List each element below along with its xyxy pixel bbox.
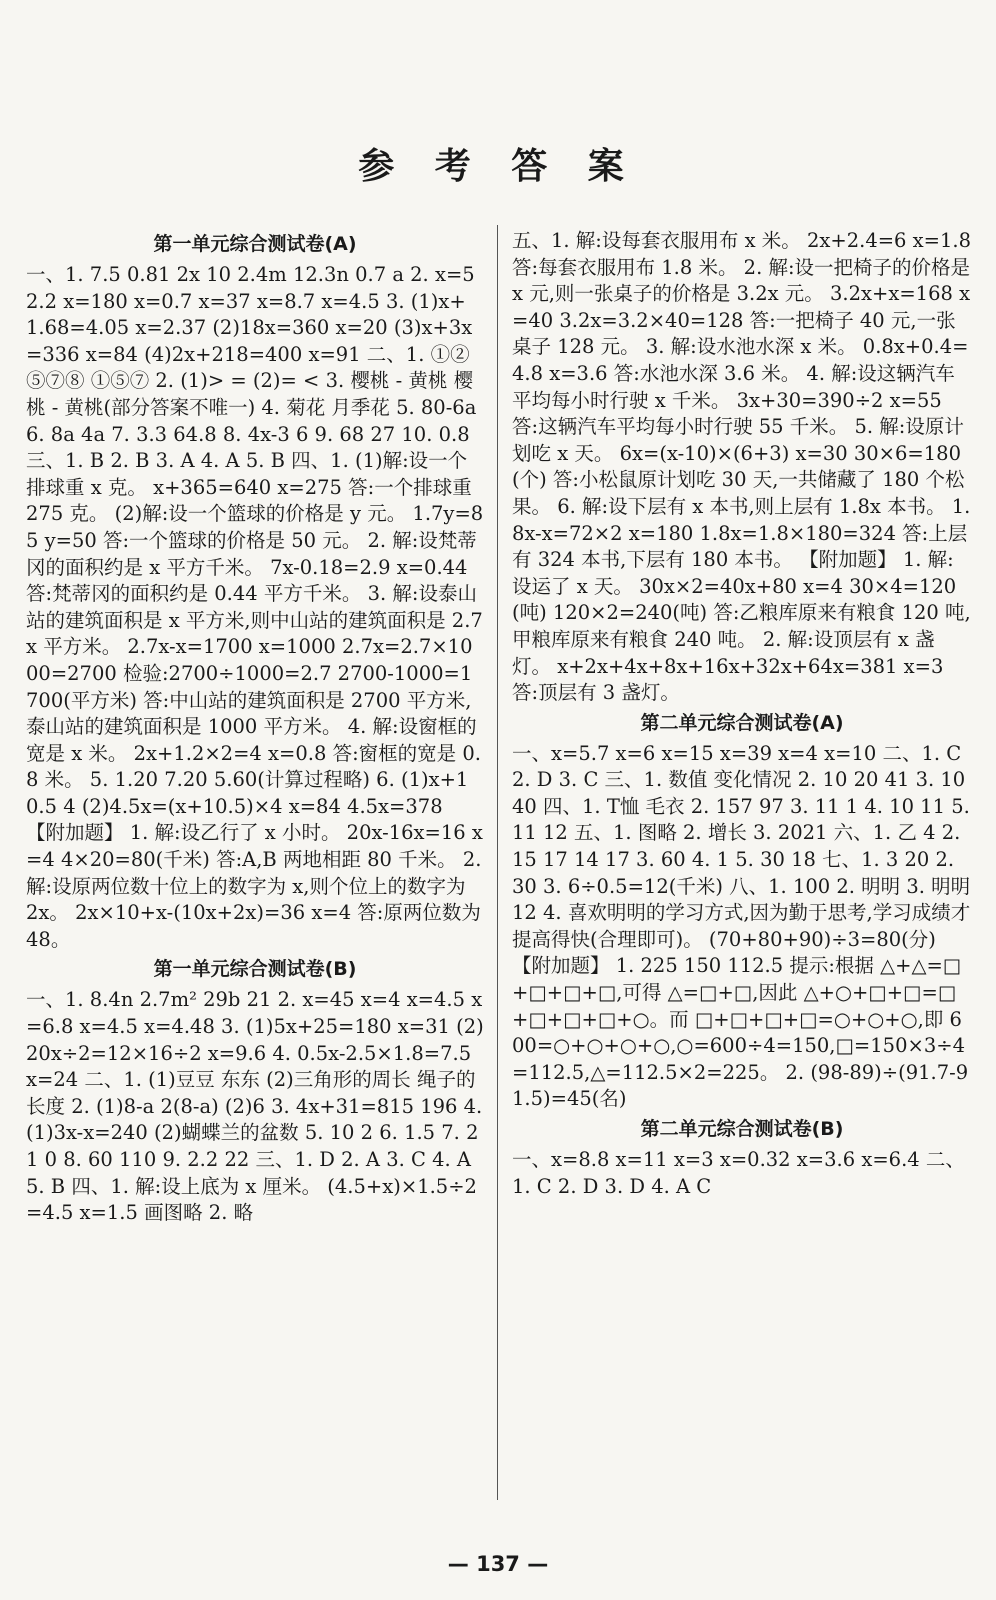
section-title-unit2-a: 第二单元综合测试卷(A) — [640, 711, 844, 734]
section-body-unit1-a-continued: 五、1. 解:设每套衣服用布 x 米。 2x+2.4=6 x=1.8 答:每套衣服用布 1.8 米。 2. 解:设一把椅子的价格是 x 元,则一张桌子的价格是 3.2x 元。 3.2x+x=168 x=40 3.2x=3.2×40=128 答:一把椅子 40 元,一张桌子 128 元。 3. 解:设水池水深 x 米。 0.8x+0.4=4.8 x=3.6 答:水池水深 3.6 米。 4. 解:设这辆汽车平均每小时行驶 x 千米。 3x+30=390÷2 x=55 答:这辆汽车平均每小时行驶 55 千米。 5. 解:设原计划吃 x 天。 6x=(x-10)×(6+3) x=30 30×6=180(个) 答:小松鼠原计划吃 30 天,一共储藏了 180 个松果。 6. 解:设下层有 x 本书,则上层有 1.8x 本书。 1.8x-x=72×2 x=180 1.8x=1.8×180=324 答:上层有 324 本书,下层有 180 本书。 【附加题】 1. 解:设运了 x 天。 30x×2=40x+80 x=4 30×4=120(吨) 120×2=240(吨) 答:乙粮库原来有粮食 120 吨,甲粮库原来有粮食 240 吨。 2. 解:设顶层有 x 盏灯。 x+2x+4x+8x+16x+32x+64x=381 x=3 答:顶层有 3 盏灯。 — [512, 229, 972, 705]
section-body-unit1-b: 一、1. 8.4n 2.7m² 29b 21 2. x=45 x=4 x=4.5 x=6.8 x=4.5 x=4.48 3. (1)5x+25=180 x=31 (2)20x÷2=12×16÷2 x=9.6 4. 0.5x-2.5×1.8=7.5 x=24 二、1. (1)豆豆 东东 (2)三角形的周长 绳子的长度 2. (1)8-a 2(8-a) (2)6 3. 4x+31=815 196 4. (1)3x-x=240 (2)蝴蝶兰的盆数 5. 10 2 6. 1.5 7. 21 0 8. 60 110 9. 2.2 22 三、1. D 2. A 3. C 4. A 5. B 四、1. 解:设上底为 x 厘米。 (4.5+x)×1.5÷2=4.5 x=1.5 画图略 2. 略 — [26, 988, 484, 1225]
column-divider — [497, 225, 498, 1500]
section-title-unit1-a: 第一单元综合测试卷(A) — [153, 233, 357, 255]
section-body-unit2-a: 一、x=5.7 x=6 x=15 x=39 x=4 x=10 二、1. C 2. D 3. C 三、1. 数值 变化情况 2. 10 20 41 3. 10 40 四、1. T恤 毛衣 2. 157 97 3. 11 1 4. 10 11 5. 11 12 五、1. 图略 2. 增长 3. 2021 六、1. 乙 4 2. 15 17 14 17 3. 60 4. 1 5. 30 18 七、1. 3 20 2. 30 3. 6÷0.5=12(千米) 八、1. 100 2. 明明 3. 明明 12 4. 喜欢明明的学习方式,因为勤于思考,学习成绩才提高得快(合理即可)。 (70+80+90)÷3=80(分) 【附加题】 1. 225 150 112.5 提示:根据 △+△=□+□+□+□,可得 △=□+□,因此 △+○+□+□=□+□+□+□+○。而 □+□+□+□=○+○+○,即 600=○+○+○+○,○=600÷4=150,□=150×3÷4=112.5,△=112.5×2=225。 2. (98-89)÷(91.7-91.5)=45(名) — [512, 741, 971, 1111]
left-column — [26, 228, 484, 1227]
page-number: — 137 — — [447, 1552, 549, 1576]
section-body-unit2-b: 一、x=8.8 x=11 x=3 x=0.32 x=3.6 x=6.4 二、1. C 2. D 3. D 4. A C — [512, 1148, 965, 1198]
section-title-unit2-b: 第二单元综合测试卷(B) — [640, 1118, 844, 1140]
right-column — [512, 228, 972, 1200]
page-title: 参 考 答 案 — [358, 146, 638, 187]
section-body-unit1-a: 一、1. 7.5 0.81 2x 10 2.4m 12.3n 0.7 a 2. x=52.2 x=180 x=0.7 x=37 x=8.7 x=4.5 3. (1)x+1.68=4.05 x=2.37 (2)18x=360 x=20 (3)x+3x=336 x=84 (4)2x+218=400 x=91 二、1. ①②⑤⑦⑧ ①⑤⑦ 2. (1)> = (2)= < 3. 樱桃 - 黄桃 樱桃 - 黄桃(部分答案不唯一) 4. 菊花 月季花 5. 80-6a 6. 8a 4a 7. 3.3 64.8 8. 4x-3 6 9. 68 27 10. 0.8 三、1. B 2. B 3. A 4. A 5. B 四、1. (1)解:设一个排球重 x 克。 x+365=640 x=275 答:一个排球重 275 克。 (2)解:设一个篮球的价格是 y 元。 1.7y=85 y=50 答:一个篮球的价格是 50 元。 2. 解:设梵蒂冈的面积约是 x 平方千米。 7x-0.18=2.9 x=0.44 答:梵蒂冈的面积约是 0.44 平方千米。 3. 解:设泰山站的建筑面积是 x 平方米,则中山站的建筑面积是 2.7x 平方米。 2.7x-x=1700 x=1000 2.7x=2.7×1000=2700 检验:2700÷1000=2.7 2700-1000=1700(平方米) 答:中山站的建筑面积是 2700 平方米,泰山站的建筑面积是 1000 平方米。 4. 解:设窗框的宽是 x 米。 2x+1.2×2=4 x=0.8 答:窗框的宽是 0.8 米。 5. 1.20 7.20 5.60(计算过程略) 6. (1)x+10.5 4 (2)4.5x=(x+10.5)×4 x=84 4.5x=378 【附加题】 1. 解:设乙行了 x 小时。 20x-16x=16 x=4 4×20=80(千米) 答:A,B 两地相距 80 千米。 2. 解:设原两位数十位上的数字为 x,则个位上的数字为 2x。 2x×10+x-(10x+2x)=36 x=4 答:原两位数为 48。 — [26, 263, 484, 951]
section-title-unit1-b: 第一单元综合测试卷(B) — [153, 958, 357, 981]
